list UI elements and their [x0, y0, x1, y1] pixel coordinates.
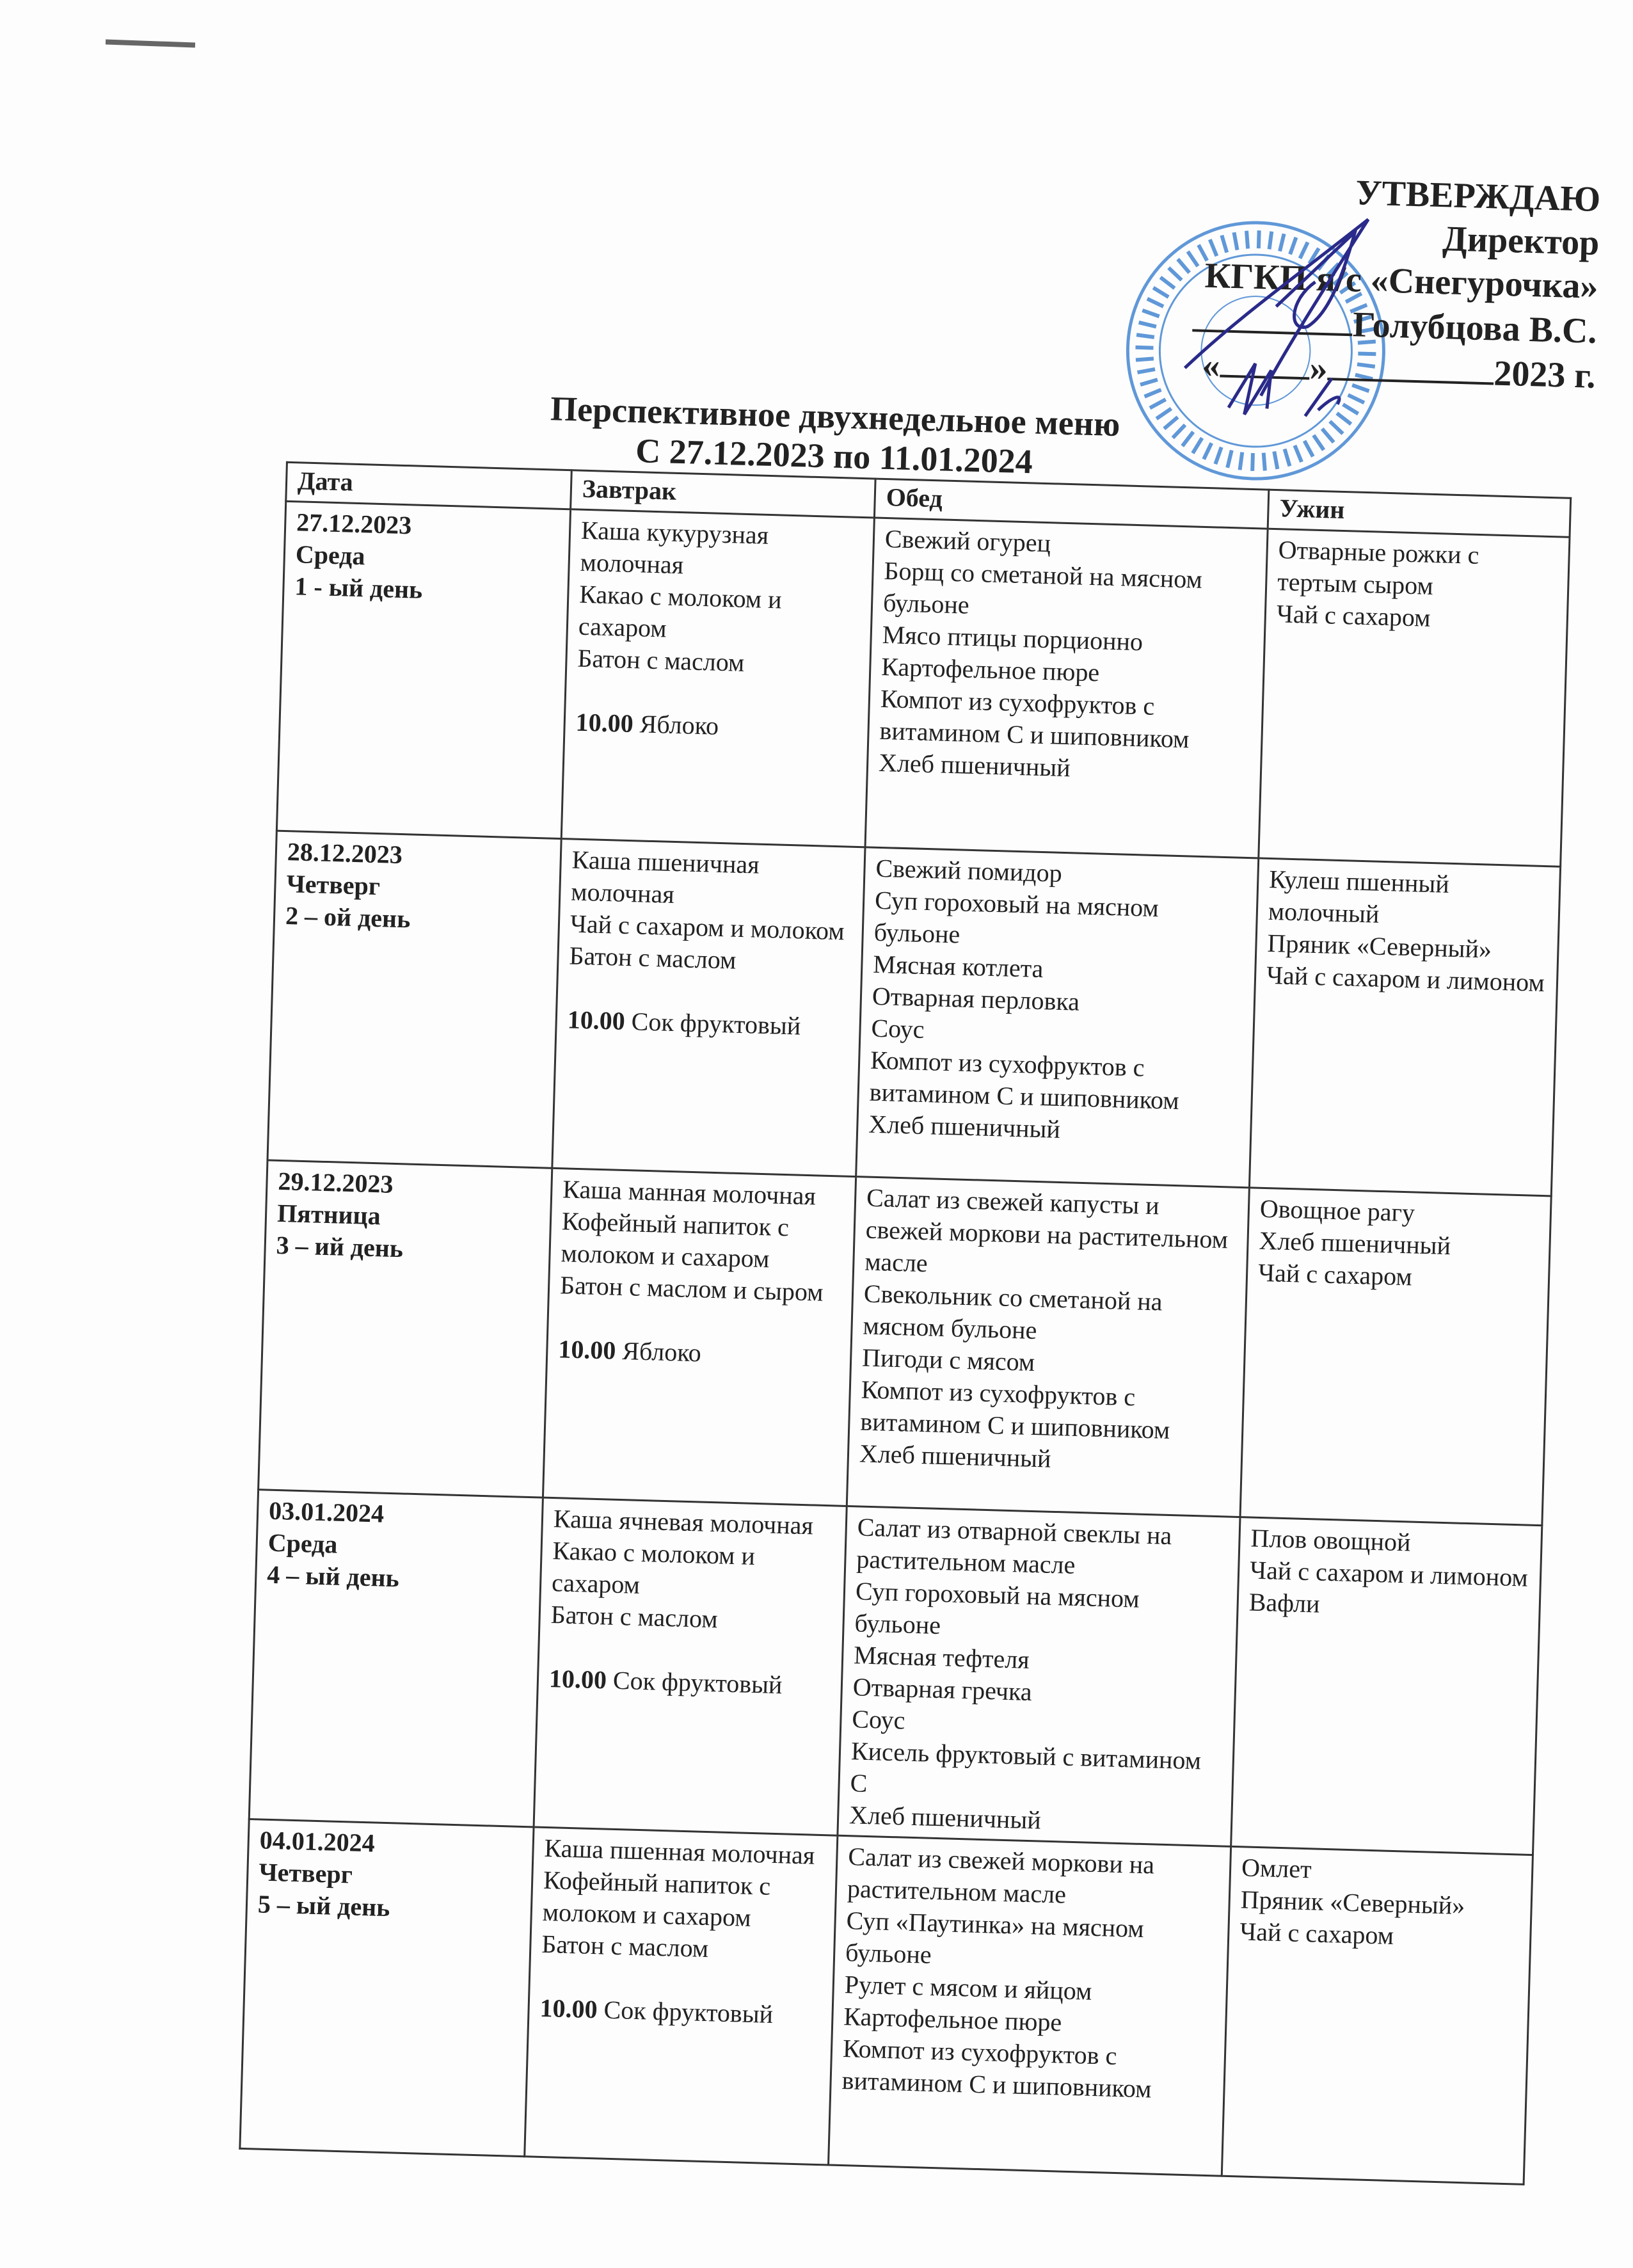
weekday: Четверг [285, 869, 381, 901]
lunch-item: Борщ со сметаной на мясном бульоне [882, 555, 1203, 619]
lunch-item: Мясная тефтеля [853, 1640, 1030, 1674]
breakfast-cell [534, 1497, 847, 1835]
lunch-item: Отварная гречка [852, 1672, 1033, 1707]
snack-item [575, 707, 857, 746]
day-number: 3 – ий день [276, 1230, 404, 1263]
breakfast-item: Чай с сахаром и молоком [570, 909, 845, 946]
table-row [259, 1160, 1552, 1526]
header-date: Дата [286, 462, 572, 509]
weekday: Среда [267, 1528, 339, 1559]
snack-name: Сок фруктовый [612, 1665, 783, 1700]
dinner-item: Чай с сахаром [1276, 599, 1431, 632]
table-row [267, 831, 1561, 1196]
title-line-1: Перспективное двухнедельное меню [550, 389, 1121, 444]
lunch-item: Соус [871, 1013, 925, 1044]
lunch-cell [856, 847, 1259, 1188]
stamp-letter-mark [1138, 369, 1156, 373]
title-line-2: С 27.12.2023 по 11.01.2024 [635, 431, 1033, 481]
lunch-cell [829, 1835, 1231, 2176]
date: 03.01.2024 [268, 1496, 385, 1528]
quote-close: » [1309, 348, 1328, 389]
header-breakfast: Завтрак [571, 470, 876, 518]
breakfast-item: Каша ячневая молочная [553, 1504, 814, 1540]
stamp-letter-mark [1135, 347, 1153, 348]
lunch-item: Картофельное пюре [880, 651, 1100, 687]
breakfast-item: Каша пшеничная молочная [570, 845, 760, 909]
lunch-item: Свекольник со сметаной на мясном бульоне [863, 1279, 1163, 1345]
breakfast-cell [561, 509, 874, 847]
handwritten-signature [1158, 201, 1471, 440]
date: 28.12.2023 [287, 837, 403, 870]
dinner-item: Отварные рожки с тертым сыром [1277, 535, 1480, 600]
breakfast-cell [543, 1168, 856, 1506]
breakfast-item: Батон с маслом [541, 1929, 709, 1963]
dinner-cell [1231, 1517, 1542, 1855]
dinner-item: Кулеш пшенный молочный [1268, 864, 1450, 929]
menu-table [239, 461, 1572, 2185]
day-number: 5 – ый день [257, 1889, 391, 1922]
dinner-cell [1259, 529, 1570, 866]
breakfast-item: Каша пшенная молочная [544, 1833, 815, 1870]
approval-name: Голубцова В.С. [1352, 305, 1598, 351]
day-number: 4 – ый день [266, 1560, 400, 1593]
header-dinner: Ужин [1268, 490, 1571, 537]
breakfast-item: Каша кукурузная молочная [580, 515, 769, 580]
snack-item [558, 1333, 840, 1373]
date-cell [259, 1160, 552, 1497]
dinner-item: Вафли [1248, 1587, 1321, 1618]
date-cell [249, 1490, 543, 1827]
lunch-item: Отварная перловка [872, 981, 1080, 1016]
dinner-item: Чай с сахаром и лимоном [1249, 1555, 1529, 1592]
lunch-item: Хлеб пшеничный [859, 1439, 1052, 1473]
breakfast-item: Батон с маслом и сыром [559, 1270, 824, 1307]
dinner-item: Хлеб пшеничный [1258, 1226, 1451, 1261]
stamp-letter-mark [1139, 323, 1157, 327]
stamp-letter-mark [1136, 335, 1154, 337]
lunch-item: Хлеб пшеничный [868, 1109, 1061, 1144]
day-number: 2 – ой день [285, 901, 411, 934]
dinner-item: Омлет [1241, 1853, 1312, 1884]
lunch-item: Салат из отварной свеклы на растительном масле [856, 1512, 1172, 1579]
lunch-item: Хлеб пшеничный [848, 1800, 1042, 1835]
dinner-cell [1222, 1846, 1533, 2184]
lunch-item: Салат из свежей моркови на растительном масле [847, 1842, 1155, 1909]
approval-position: Директор [1442, 219, 1600, 263]
lunch-cell [865, 518, 1268, 858]
date: 29.12.2023 [277, 1166, 394, 1199]
lunch-item: Соус [851, 1704, 906, 1735]
table-row [249, 1490, 1542, 1855]
lunch-item: Компот из сухофруктов с витамином С и шиповником [879, 683, 1190, 754]
snack-item [567, 1003, 849, 1043]
breakfast-cell [525, 1827, 838, 2165]
snack-name: Сок фруктовый [631, 1007, 801, 1041]
table-row [240, 1819, 1533, 2185]
breakfast-item: Батон с маслом [550, 1600, 719, 1634]
lunch-item: Свежий огурец [884, 523, 1051, 558]
lunch-item: Компот из сухофруктов с витамином С и шиповником [859, 1375, 1170, 1444]
header-lunch: Обед [874, 479, 1268, 529]
weekday: Среда [295, 539, 366, 571]
date-cell [267, 831, 561, 1168]
day-number: 1 - ый день [294, 571, 423, 604]
dinner-cell [1240, 1188, 1551, 1526]
lunch-item: Компот из сухофруктов с витамином С и шиповником [869, 1045, 1180, 1115]
lunch-item: Суп «Паутинка» на мясном бульоне [845, 1906, 1145, 1969]
dinner-item: Пряник «Северный» [1240, 1885, 1465, 1921]
lunch-cell [838, 1506, 1240, 1846]
breakfast-item: Какао с молоком и сахаром [578, 579, 783, 643]
snack-time: 10.00 [539, 1993, 598, 2024]
lunch-item: Пигоди с мясом [861, 1343, 1035, 1377]
snack-name: Яблоко [639, 709, 719, 740]
dinner-cell [1249, 858, 1560, 1196]
dinner-item: Чай с сахаром [1239, 1917, 1394, 1951]
breakfast-item: Батон с маслом [577, 643, 745, 677]
breakfast-item: Батон с маслом [568, 941, 737, 975]
date: 04.01.2024 [259, 1825, 376, 1858]
lunch-item: Картофельное пюре [843, 2002, 1062, 2037]
stamp-letter-mark [1136, 358, 1154, 361]
lunch-item: Свежий помидор [875, 853, 1063, 888]
lunch-item: Салат из свежей капусты и свежей моркови на растительном масле [864, 1183, 1229, 1278]
weekday: Четверг [258, 1857, 353, 1889]
snack-time: 10.00 [548, 1664, 607, 1695]
dinner-item: Овощное рагу [1259, 1194, 1415, 1227]
breakfast-item: Каша манная молочная [562, 1174, 816, 1211]
lunch-item: Суп гороховый на мясном бульоне [854, 1576, 1140, 1640]
date-cell [240, 1819, 534, 2157]
lunch-item: Хлеб пшеничный [878, 747, 1071, 783]
stamp-letter-mark [1140, 379, 1158, 385]
approval-heading: УТВЕРЖДАЮ [1355, 173, 1602, 220]
snack-item [548, 1663, 831, 1702]
lunch-cell [847, 1177, 1249, 1517]
table-row [276, 501, 1570, 866]
dinner-item: Пряник «Северный» [1266, 928, 1492, 964]
date-cell [276, 501, 570, 838]
dinner-item: Чай с сахаром [1257, 1258, 1413, 1291]
breakfast-item: Кофейный напиток с молоком и сахаром [561, 1206, 790, 1274]
breakfast-cell [552, 839, 865, 1177]
snack-time: 10.00 [575, 707, 634, 739]
lunch-item: Кисель фруктовый с витамином С [850, 1736, 1202, 1798]
breakfast-item: Кофейный напиток с молоком и сахаром [542, 1865, 771, 1932]
dinner-item: Чай с сахаром и лимоном [1266, 960, 1545, 998]
snack-item [539, 1992, 822, 2032]
lunch-item: Мясная котлета [872, 949, 1044, 984]
snack-time: 10.00 [557, 1334, 617, 1365]
lunch-item: Мясо птицы порционно [882, 619, 1143, 657]
lunch-item: Компот из сухофруктов с витамином С и шиповником [841, 2034, 1152, 2104]
breakfast-item: Какао с молоком и сахаром [551, 1536, 756, 1599]
snack-name: Сок фруктовый [603, 1995, 774, 2029]
date: 27.12.2023 [296, 507, 412, 540]
snack-time: 10.00 [567, 1005, 626, 1035]
approval-organization: КГКП я/с «Снегурочка» [1204, 255, 1599, 307]
quote-open: « [1201, 345, 1221, 386]
approval-year: 2023 г. [1493, 353, 1597, 396]
dinner-item: Плов овощной [1250, 1523, 1412, 1557]
menu-table-body [240, 501, 1570, 2184]
weekday: Пятница [276, 1198, 381, 1231]
lunch-item: Суп гороховый на мясном бульоне [873, 885, 1159, 949]
snack-name: Яблоко [621, 1336, 702, 1368]
stamp-letter-mark [1142, 310, 1159, 316]
lunch-item: Рулет с мясом и яйцом [844, 1970, 1093, 2006]
